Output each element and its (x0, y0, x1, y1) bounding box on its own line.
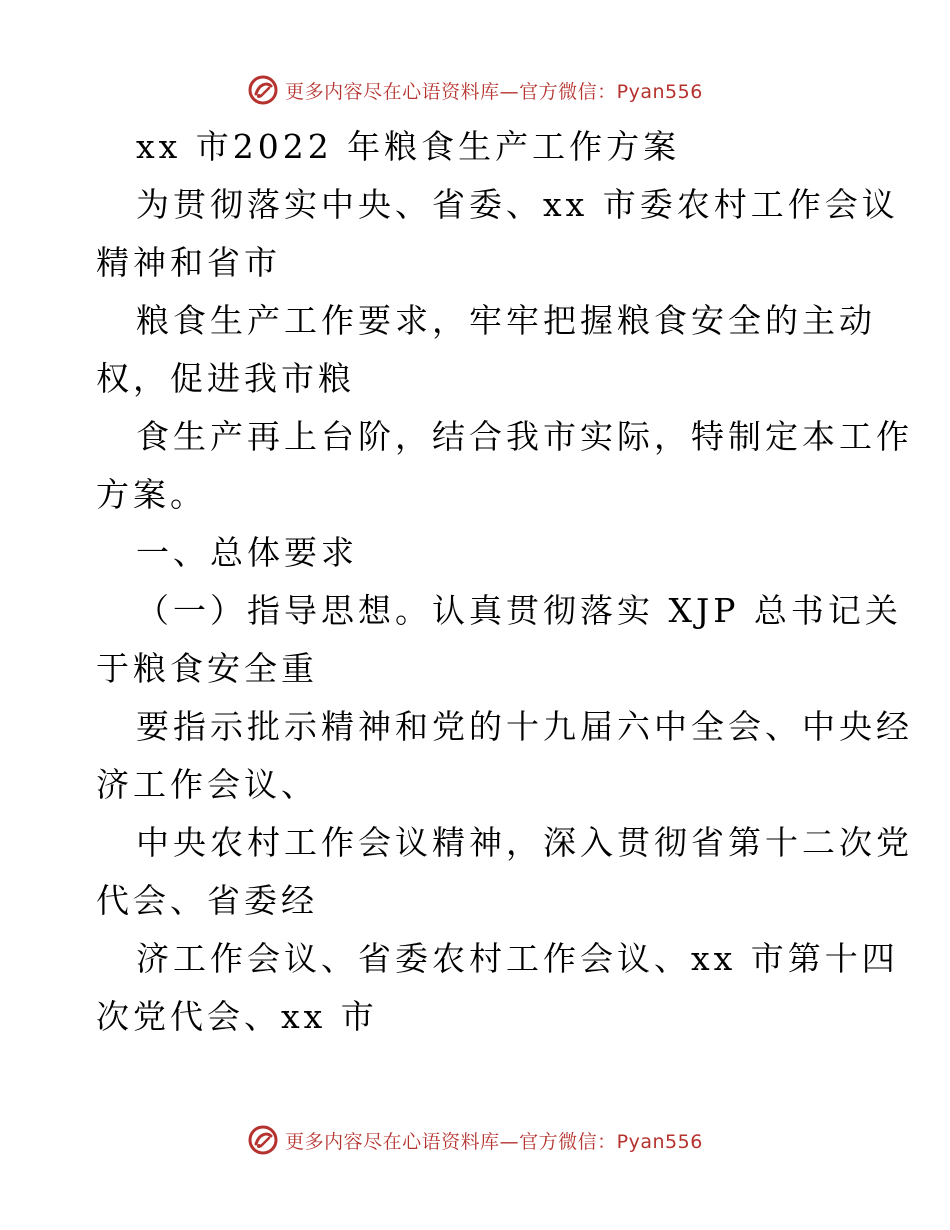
document-title: xx 市2022 年粮食生产工作方案 (136, 127, 681, 166)
paragraph-line: 精神和省市 (96, 243, 281, 282)
red-swirl-logo-icon (247, 74, 279, 106)
paragraph-line: 代会、省委经 (96, 881, 318, 920)
header-banner (0, 70, 950, 110)
header-banner-text: 更多内容尽在心语资料库—官方微信：Pyan556 (285, 80, 703, 103)
paragraph-line: 济工作会议、 (96, 765, 318, 804)
paragraph-line: 食生产再上台阶，结合我市实际，特制定本工作 (136, 417, 913, 456)
section-heading: 一、总体要求 (136, 533, 358, 572)
footer-banner (0, 1120, 950, 1160)
red-swirl-logo-icon (247, 1124, 279, 1156)
paragraph-line: 要指示批示精神和党的十九届六中全会、中央经 (136, 707, 913, 746)
paragraph-line: 济工作会议、省委农村工作会议、xx 市第十四 (136, 939, 899, 978)
paragraph-line: 权，促进我市粮 (96, 359, 355, 398)
footer-banner-text: 更多内容尽在心语资料库—官方微信：Pyan556 (285, 1130, 703, 1153)
document-body (96, 118, 913, 1046)
paragraph-line: 中央农村工作会议精神，深入贯彻省第十二次党 (136, 823, 913, 862)
paragraph-line: 为贯彻落实中央、省委、xx 市委农村工作会议 (136, 185, 899, 224)
paragraph-line: （一）指导思想。认真贯彻落实 XJP 总书记关 (136, 591, 902, 630)
paragraph-line: 次党代会、xx 市 (96, 997, 378, 1036)
paragraph-line: 粮食生产工作要求，牢牢把握粮食安全的主动 (136, 301, 876, 340)
paragraph-line: 于粮食安全重 (96, 649, 318, 688)
paragraph-line: 方案。 (96, 475, 207, 514)
